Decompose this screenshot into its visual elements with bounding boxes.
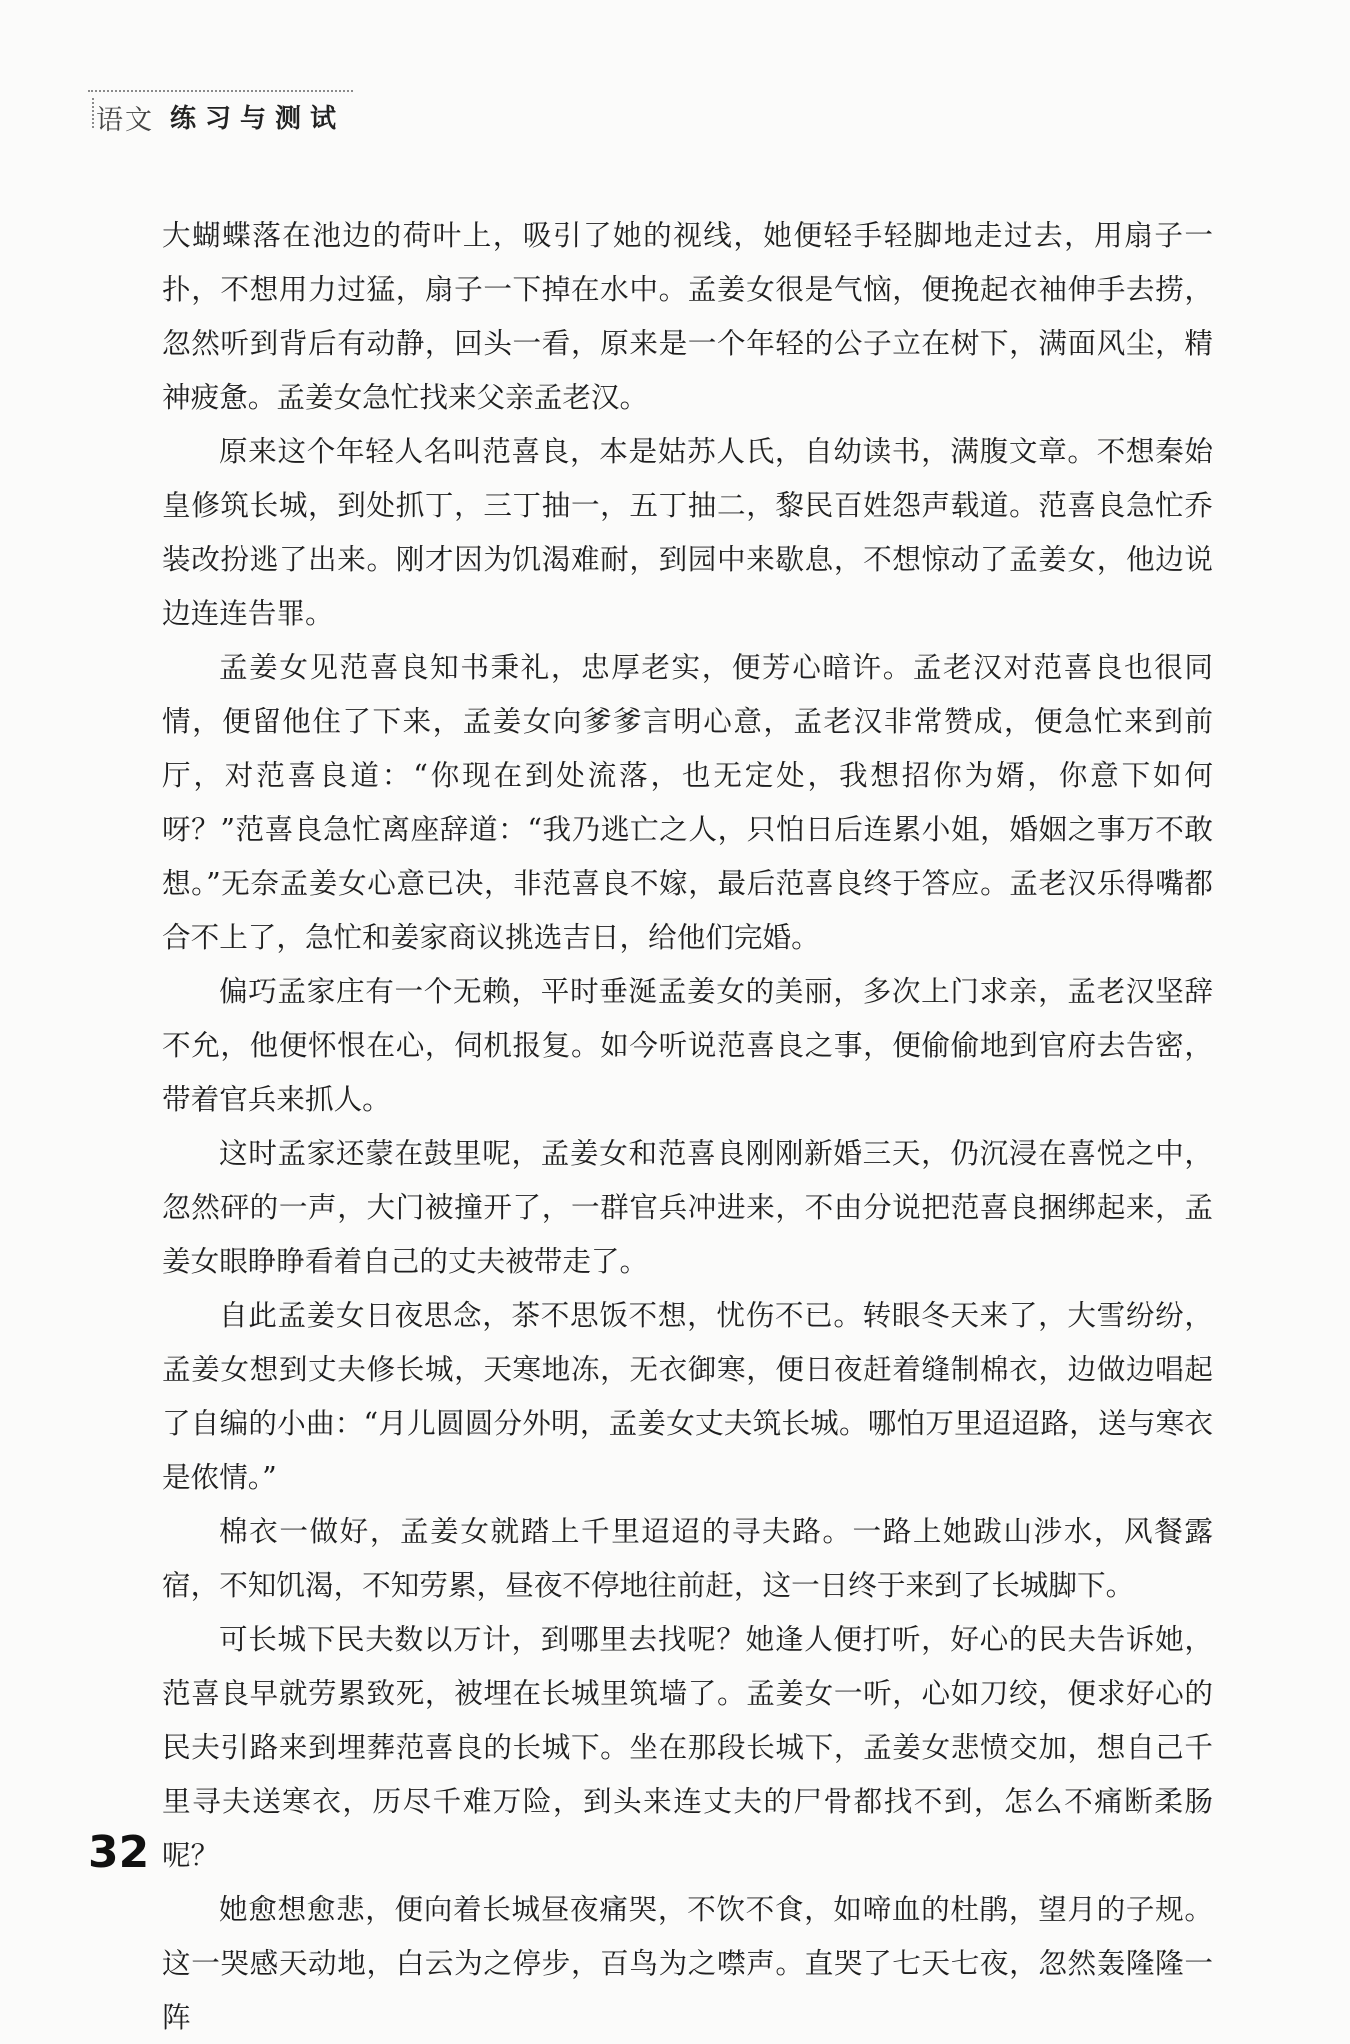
paragraph: 原来这个年轻人名叫范喜良，本是姑苏人氏，自幼读书，满腹文章。不想秦始皇修筑长城，到处抓丁，三丁抽一，五丁抽二，黎民百姓怨声载道。范喜良急忙乔装改扮逃了出来。刚才因为饥渴难耐，到园中来歇息，不想惊动了孟姜女，他边说边连连告罪。: [162, 434, 1213, 630]
header-subject: 语文: [96, 105, 154, 136]
header-title: 练习与测试: [170, 104, 346, 134]
body-text: [162, 208, 1213, 2044]
paragraph-continued: 大蝴蝶落在池边的荷叶上，吸引了她的视线，她便轻手轻脚地走过去，用扇子一扑，不想用力过猛，扇子一下掉在水中。孟姜女很是气恼，便挽起衣袖伸手去捞，忽然听到背后有动静，回头一看，原来是一个年轻的公子立在树下，满面风尘，精神疲惫。孟姜女急忙找来父亲孟老汉。: [162, 218, 1213, 414]
paragraph: 自此孟姜女日夜思念，茶不思饭不想，忧伤不已。转眼冬天来了，大雪纷纷，孟姜女想到丈夫修长城，天寒地冻，无衣御寒，便日夜赶着缝制棉衣，边做边唱起了自编的小曲：“月儿圆圆分外明，孟姜女丈夫筑长城。哪怕万里迢迢路，送与寒衣是侬情。”: [162, 1298, 1213, 1494]
header-dotted-divider: [92, 98, 95, 128]
running-header: [88, 90, 353, 136]
paragraph: 可长城下民夫数以万计，到哪里去找呢？她逢人便打听，好心的民夫告诉她，范喜良早就劳累致死，被埋在长城里筑墙了。孟姜女一听，心如刀绞，便求好心的民夫引路来到埋葬范喜良的长城下。坐在那段长城下，孟姜女悲愤交加，想自己千里寻夫送寒衣，历尽千难万险，到头来连丈夫的尸骨都找不到，怎么不痛断柔肠呢？: [162, 1622, 1213, 1872]
paragraph: 偏巧孟家庄有一个无赖，平时垂涎孟姜女的美丽，多次上门求亲，孟老汉坚辞不允，他便怀恨在心，伺机报复。如今听说范喜良之事，便偷偷地到官府去告密，带着官兵来抓人。: [162, 974, 1213, 1116]
header-dotted-rule: [88, 90, 353, 92]
page-number: 32: [88, 1827, 150, 1878]
paragraph: 她愈想愈悲，便向着长城昼夜痛哭，不饮不食，如啼血的杜鹃，望月的子规。这一哭感天动地，白云为之停步，百鸟为之噤声。直哭了七天七夜，忽然轰隆隆一阵: [162, 1892, 1213, 2034]
paragraph: 这时孟家还蒙在鼓里呢，孟姜女和范喜良刚刚新婚三天，仍沉浸在喜悦之中，忽然砰的一声，大门被撞开了，一群官兵冲进来，不由分说把范喜良捆绑起来，孟姜女眼睁睁看着自己的丈夫被带走了。: [162, 1136, 1213, 1278]
paragraph: 棉衣一做好，孟姜女就踏上千里迢迢的寻夫路。一路上她跋山涉水，风餐露宿，不知饥渴，不知劳累，昼夜不停地往前赶，这一日终于来到了长城脚下。: [162, 1514, 1213, 1602]
paragraph: 孟姜女见范喜良知书秉礼，忠厚老实，便芳心暗许。孟老汉对范喜良也很同情，便留他住了下来，孟姜女向爹爹言明心意，孟老汉非常赞成，便急忙来到前厅，对范喜良道：“你现在到处流落，也无定处，我想招你为婿，你意下如何呀？”范喜良急忙离座辞道：“我乃逃亡之人，只怕日后连累小姐，婚姻之事万不敢想。”无奈孟姜女心意已决，非范喜良不嫁，最后范喜良终于答应。孟老汉乐得嘴都合不上了，急忙和姜家商议挑选吉日，给他们完婚。: [162, 650, 1213, 954]
